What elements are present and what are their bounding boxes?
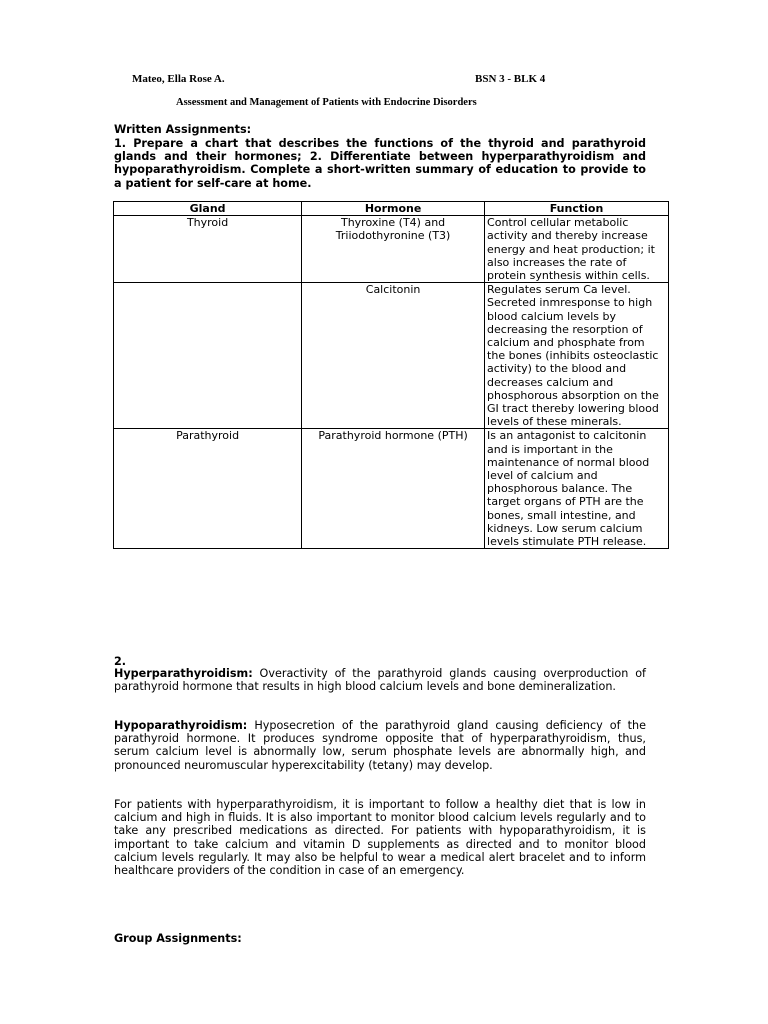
patient-education-summary: For patients with hyperparathyroidism, it is important to follow a healthy diet that is low in calcium and high in fluids. It is also important to monitor blood calcium levels regularly and to take any prescribed medications as directed. For patients with hypoparathyroidism, it is important to take calcium and vitamin D supplements as directed and to monitor blood calcium levels regularly. It may also be helpful to wear a medical alert bracelet and to inform healthcare providers of the condition in case of an emergency.: [114, 798, 646, 878]
table-row: [114, 283, 669, 429]
group-assignments-heading: Group Assignments:: [114, 932, 242, 945]
function-cell: Is an antagonist to calcitonin and is important in the maintenance of normal blood level of calcium and phosphorous balance. The target organs of PTH are the bones, small intestine, and kidneys. Low serum calcium levels stimulate PTH release.: [485, 429, 669, 549]
hypo-text: Hyposecretion of the parathyroid gland causing deficiency of the parathyroid hormone. It produces syndrome opposite that of hyperparathyroidism, thus, serum calcium level is abnormally low, serum phosphate levels are abnormally high, and pronounced neuromuscular hyperexcitability (tetany) may develop.: [114, 719, 646, 772]
function-cell: Regulates serum Ca level. Secreted inmresponse to high blood calcium levels by decreasing the resorption of calcium and phosphate from the bones (inhibits osteoclastic activity) to the blood and decreases calcium and phosphorous absorption on the GI tract thereby lowering blood levels of these minerals.: [485, 283, 669, 429]
class-section: BSN 3 - BLK 4: [475, 73, 546, 85]
column-header-gland: Gland: [114, 202, 302, 216]
hormone-cell: Parathyroid hormone (PTH): [302, 429, 485, 549]
hormone-cell: Thyroxine (T4) and Triiodothyronine (T3): [302, 216, 485, 283]
table-header-row: [114, 202, 669, 216]
gland-hormone-table: [113, 201, 669, 549]
document-title: Assessment and Management of Patients with Endocrine Disorders: [176, 97, 477, 108]
hyperparathyroidism-definition: [114, 667, 646, 693]
table-row: [114, 429, 669, 549]
function-cell: Control cellular metabolic activity and thereby increase energy and heat production; it also increases the rate of protein synthesis within cells.: [485, 216, 669, 283]
gland-cell: Thyroid: [114, 216, 302, 283]
hypoparathyroidism-definition: [114, 719, 646, 772]
hyper-text: Overactivity of the parathyroid glands causing overproduction of parathyroid hormone that results in high blood calcium levels and bone demineralization.: [114, 667, 646, 694]
assignment-instructions: 1. Prepare a chart that describes the functions of the thyroid and parathyroid glands and their hormones; 2. Differentiate between hyperparathyroidism and hypoparathyroidism. Complete a short-written summary of education to provide to a patient for self-care at home.: [114, 137, 646, 190]
written-assignments-heading: Written Assignments:: [114, 123, 252, 136]
hyper-term: Hyperparathyroidism:: [114, 667, 253, 680]
table-row: [114, 216, 669, 283]
gland-cell: Parathyroid: [114, 429, 302, 549]
section-number: 2.: [114, 655, 127, 668]
gland-cell: [114, 283, 302, 429]
hypo-term: Hypoparathyroidism:: [114, 719, 248, 732]
column-header-hormone: Hormone: [302, 202, 485, 216]
student-name: Mateo, Ella Rose A.: [132, 73, 225, 85]
hormone-cell: Calcitonin: [302, 283, 485, 429]
column-header-function: Function: [485, 202, 669, 216]
